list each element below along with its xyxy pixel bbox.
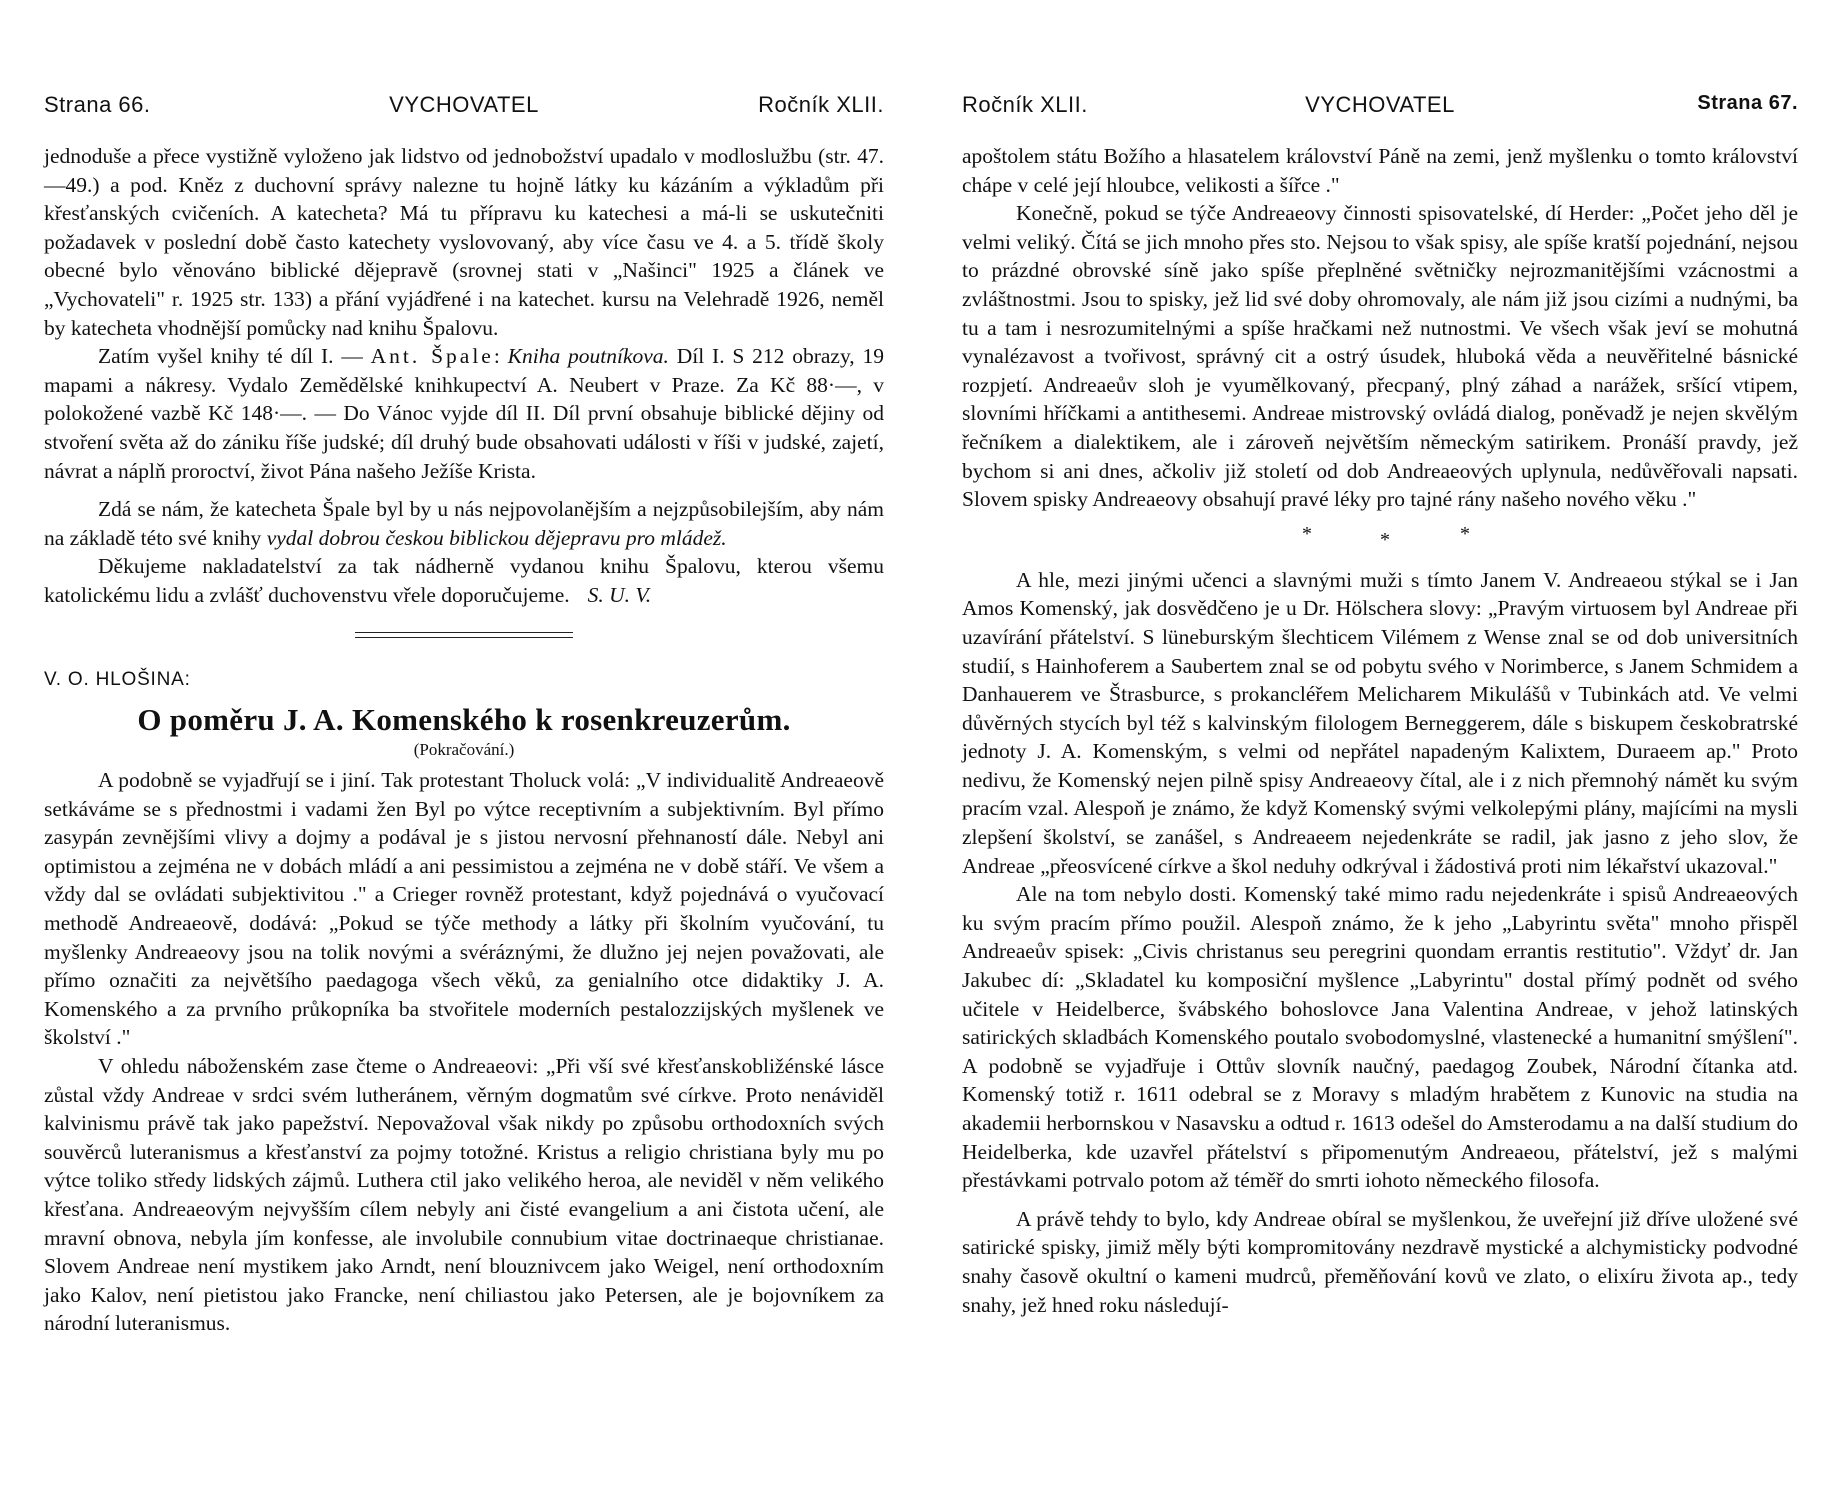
review-p3-start: Zdá se nám, že katecheta Špale byl by u nás nejpovolanějším a nejzpůsobilejším, aby nám na základě této své knihy — [44, 497, 884, 550]
article-title: O poměru J. A. Komenského k rosenkreuzerům. — [137, 702, 791, 738]
right-text-column — [962, 142, 1798, 1319]
right-page — [916, 0, 1832, 1500]
section-break-stars — [962, 518, 1798, 551]
review-paragraph-1: jednoduše a přece vystižně vyloženo jak lidstvo od jednobožství upadalo v modloslužbu (str. 47.—49.) a pod. Kněz z duchovní správy nalezne tu hojně látky ku kázáním a výkladům při křesťanských cvičeních. A katecheta? Má tu přípravu ku katechesi a má-li se uskutečniti požadavek v poslední době často katechety vyslovovaný, aby více času ve 4. a 5. třídě školy obecné bylo věnováno biblické dějepravě (srovnej stati v „Našinci" 1925 a článek ve „Vychovateli" r. 1925 str. 133) a přání vyjádřené i na katechet. kursu na Velehradě 1926, neměl by katecheta vhodnější pomůcky nad knihu Špalovu. — [44, 144, 884, 340]
right-paragraph-2: Konečně, pokud se týče Andreaeovy činnosti spisovatelské, dí Herder: „Počet jeho děl je velmi veliký. Čítá se jich mnoho přes sto. Nejsou to však spisy, ale spíše kratší pojednání, nejsou to prázdné obrovské síně jako spíše přeplněné světničky nejrozmanitějšími vzácnostmi a zvláštnostmi. Jsou to spisky, jež lid své doby ohromovaly, ale nám již jsou cizími a nudnými, ba tu a tam i nesrozumitelnými a spíše hračkami než nutnostmi. Ve všech však jeví se mohutná vynalézavost a tvořivost, správný cit a ostrý úsudek, hluboká věda a neuvěřitelné básnické rozpjetí. Andreaeův sloh je vyumělkovaný, přecpaný, plný záhad a narážek, sršící vtipem, slovními hříčkami a antithesemi. Andreae mistrovský ovládá dialog, poněvadž je nejen skvělým řečníkem a dialektikem, ale i zároveň největším německým satirikem. Pronáší pravdy, jež bychom si ani dnes, ačkoliv již století od dob Andreaeových uplynula, nedůvěřovali napsati. Slovem spisky Andreaeovy obsahují pravé léky pro tajné rány našeho nového věku ." — [962, 201, 1798, 512]
review-p2-rest: Díl I. S 212 obrazy, 19 mapami a nákresy. Vydalo Zemědělské knihkupectví A. Neubert v Praze. Za Kč 88·—, v polokožené vazbě Kč 148·—. — Do Vánoc vyjde díl II. Díl první obsahuje biblické dějiny od stvoření světa až do zániku říše judské; díl druhý bude obsahovati události v říši v judské, zajetí, návrat a náplň proroctví, život Pána našeho Ježíše Krista. — [44, 344, 884, 483]
left-running-header — [44, 92, 884, 122]
review-p3-italic: vydal dobrou českou biblickou dějepravu pro mládež. — [266, 525, 727, 550]
article-continued: (Pokračování.) — [413, 740, 515, 760]
review-paragraph-3 — [44, 495, 884, 552]
section-divider — [355, 632, 573, 638]
review-book-title: Kniha poutníkova. — [507, 344, 669, 369]
left-volume: Ročník XLII. — [758, 92, 884, 117]
star-3: * — [1460, 522, 1470, 545]
review-book-author: Ant. Špale — [370, 344, 494, 369]
review-p2-start: Zatím vyšel knihy té díl I. — — [98, 344, 363, 369]
right-running-header — [962, 92, 1798, 122]
article-author: V. O. HLOŠINA: — [44, 668, 191, 690]
article-paragraph-1: A podobně se vyjadřují se i jiní. Tak protestant Tholuck volá: „V individualitě Andreaeově setkáváme se s přednostmi i vadami žen Byl po výtce receptivním a subjektivním. Byl přímo zasypán zevnějšími vlivy a dojmy a podával je s jistou nervosní přehnaností dále. Nebyl ani optimistou a zejména ne v dobách mládí a ani pessimistou a zejména ne v době stáří. Ve všem a vždy dal se ovládati subjektivitou ." a Crieger rovněž protestant, když pojednává o vyučovací methodě Andreaeově, dodává: „Pokud se týče methody a látky při školním vyučování, tu myšlenky Andreaeovy jsou na tolik novými a svéráznými, že dlužno jej nejen považovati, ale přímo označiti za největšího paedagoga všech věků, za genialního otce didaktiky J. A. Komenského a za prvního průkopníka ba stvořitele moderních pestalozzijských myšlenek ve školství ." — [44, 768, 884, 1050]
right-volume: Ročník XLII. — [962, 92, 1088, 117]
right-paragraph-4: Ale na tom nebylo dosti. Komenský také mimo radu nejedenkráte i spisů Andreaeových ku svým pracím přímo použil. Alespoň známo, že k jeho „Labyrintu světa" mnoho přispěl Andreaeův spisek: „Civis christanus seu peregrini quondam errantis restitutio". Vždyť dr. Jan Jakubec dí: „Skladatel ku komposiční myšlence „Labyrintu" dostal přímý podnět od svého učitele v Heidelberce, švábského bohoslovce Jana Valentina Andreae, v jehož latinských satirických skladbách Komenského poutalo svobodomyslné, vlastenecké a humanitní smýšlení". A podobně se vyjadřuje i Ottův slovník naučný, paedagog Zoubek, Národní čítanka atd. Komenský totiž r. 1611 odebral se z Moravy s mladým hrabětem z Kunovic na studia na akademii herbornskou v Nasavsku a odtud r. 1613 odešel do Amsterodamu a na další studium do Heidelberka, kde uzavřel přátelství s připomenutým Andreaeou, přátelství, jež s malými přestávkami potrvalo potom až téměř do smrti iohoto německého filosofa. — [962, 882, 1798, 1193]
left-text-column — [44, 142, 884, 1338]
review-p4-text: Děkujeme nakladatelství za tak nádherně vydanou knihu Špalovu, kterou všemu katolickému lidu a zvlášť duchovenstvu vřele doporučujeme. — [44, 554, 884, 607]
review-paragraph-2 — [44, 342, 884, 485]
article-paragraph-2: V ohledu náboženském zase čteme o Andreaeovi: „Při vší své křesťanskobližénské lásce zůstal vždy Andreae v srdci svém lutheránem, věrným dogmatům své církve. Proto nenáviděl kalvinismu právě tak jako papežství. Nepovažoval však nikdy po způsobu orthodoxních svých souvěrců luteranismus a křesťanství za pojmy totožné. Kristus a religio christiana byly mu po výtce toliko středy lidských zájmů. Luthera ctil jako velikého heroa, ale neviděl v něm velikého křesťana. Andreaeovým nejvyšším cílem nebyly ani čisté evangelium a ani čistota učení, ale mravní obnova, nebyla jím konfesse, ale involubile connubium vitae doctrinaeque christianae. Slovem Andreae není mystikem jako Arndt, není blouznivcem jako Weigel, není orthodoxním jako Kalov, není pietistou jako Francke, není chiliastou jako Petersen, ale je bojovníkem za národní luteranismus. — [44, 1054, 884, 1336]
star-2: * — [1380, 528, 1390, 551]
right-page-number: Strana 67. — [1697, 92, 1798, 114]
right-paragraph-3: A hle, mezi jinými učenci a slavnými muži s tímto Janem V. Andreaeou stýkal se i Jan Amos Komenský, jak dosvědčeno je u Dr. Hölschera slovy: „Pravým virtuosem byl Andreae při uzavírání přátelství. S lüneburským šlechticem Vilémem z Wense znal se od dob universitních studií, s Hainhoferem a Saubertem znal se od pobytu svého v Norimberce, s Janem Schmidem a Danhauerem ve Štrasburce, s prokancléřem Melicharem Mikulášů v Tubinkách atd. Ve velmi důvěrných stycích byl též s kalvinským filologem Berneggerem, dále s biskupem českobratrské jednoty J. A. Komenským, s velmi od nepřátel napadeným Kalixtem, Duraeem ap." Proto nedivu, že Komenský nejen pilně spisy Andreaeovy čítal, ale i z nich přemnohý námět ku svým pracím vzal. Alespoň je známo, že když Komenský svými velkolepými plány, majícími na mysli zlepšení školství, se zanášel, s Andreaeem nejedenkráte se radil, jak jasno z jeho slov, že Andreae „přeosvícené církve a škol neduhy odkrýval i žádostivá proti nim lékařství ukazoval." — [962, 567, 1798, 878]
left-journal-title: VYCHOVATEL — [389, 92, 539, 117]
star-1: * — [1302, 522, 1312, 545]
right-paragraph-5: A právě tehdy to bylo, kdy Andreae obíral se myšlenkou, že uveřejní již dříve uložené své satirické spisky, jimiž měly býti kompromitovány nezdravě mystické a alchymisticky podvodné snahy časově okultní o kameni mudrců, přeměňování kovů ve zlato, o elixíru života ap., tedy snahy, jež hned roku následují- — [962, 1206, 1798, 1317]
right-paragraph-1: apoštolem státu Božího a hlasatelem království Páně na zemi, jenž myšlenku o tomto království chápe v celé její hloubce, velikosti a šířce ." — [962, 144, 1798, 197]
review-p2-colon: : — [493, 344, 500, 369]
review-signature: S. U. V. — [587, 582, 652, 607]
left-page-number: Strana 66. — [44, 92, 151, 117]
right-journal-title: VYCHOVATEL — [1305, 92, 1455, 117]
review-paragraph-4 — [44, 552, 884, 609]
